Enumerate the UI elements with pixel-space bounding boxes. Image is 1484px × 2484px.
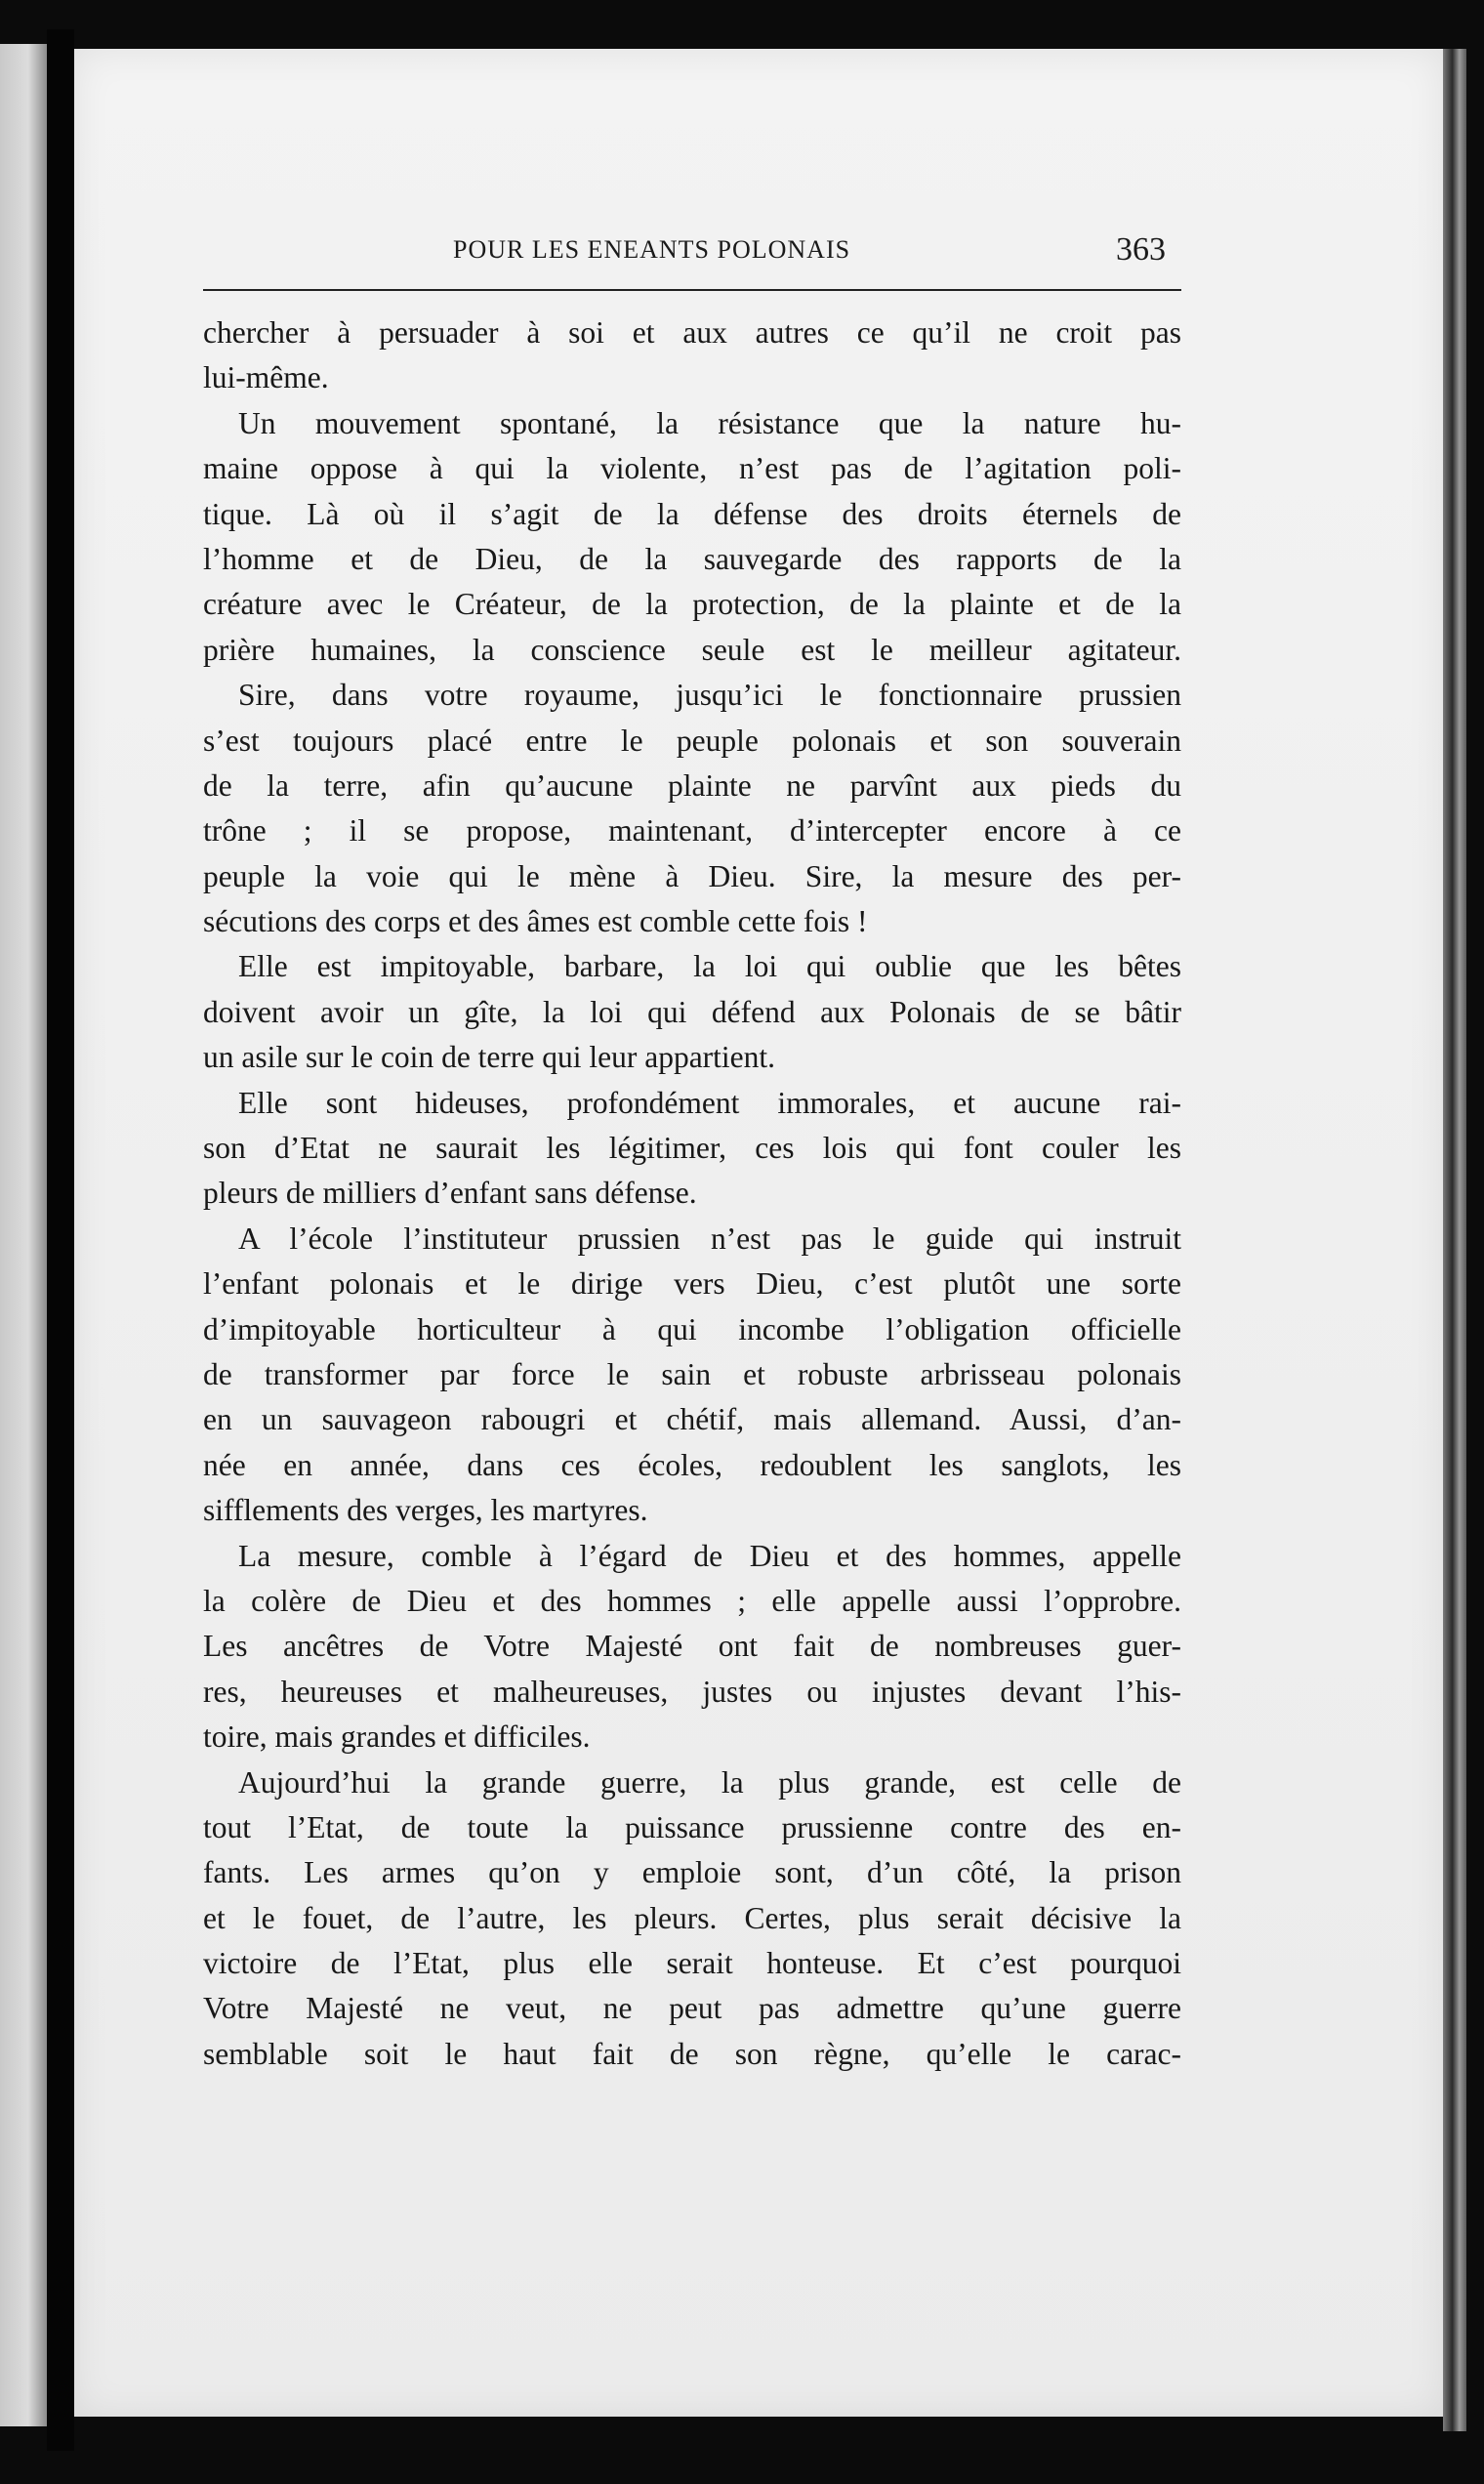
text-line: prière humaines, la conscience seule est le meilleur agitateur.: [203, 632, 1181, 667]
text-line: Elle est impitoyable, barbare, la loi qui oublie que les bêtes: [238, 949, 1181, 984]
text-line: en un sauvageon rabougri et chétif, mais allemand. Aussi, d’an-: [203, 1402, 1181, 1437]
text-line: doivent avoir un gîte, la loi qui défend aux Polonais de se bâtir: [203, 994, 1181, 1029]
header-rule: [203, 289, 1181, 291]
previous-page-edge: [0, 44, 47, 2426]
text-line: Votre Majesté ne veut, ne peut pas admettre qu’une guerre: [203, 1991, 1181, 2026]
text-line: chercher à persuader à soi et aux autres ce qu’il ne croit pas: [203, 315, 1181, 350]
text-line: toire, mais grandes et difficiles.: [203, 1719, 591, 1755]
text-line: Aujourd’hui la grande guerre, la plus grande, est celle de: [238, 1764, 1181, 1800]
text-line: s’est toujours placé entre le peuple polonais et son souverain: [203, 723, 1181, 758]
book-gutter: [47, 29, 74, 2451]
text-line: lui-même.: [203, 360, 329, 395]
text-line: tout l’Etat, de toute la puissance prussienne contre des en-: [203, 1809, 1181, 1844]
text-line: de la terre, afin qu’aucune plainte ne parvînt aux pieds du: [203, 767, 1181, 803]
text-line: l’enfant polonais et le dirige vers Dieu, c’est plutôt une sorte: [203, 1266, 1181, 1302]
text-line: peuple la voie qui le mène à Dieu. Sire, la mesure des per-: [203, 858, 1181, 893]
text-line: l’homme et de Dieu, de la sauvegarde des rapports de la: [203, 541, 1181, 576]
text-line: A l’école l’instituteur prussien n’est pas le guide qui instruit: [238, 1221, 1181, 1256]
text-line: créature avec le Créateur, de la protection, de la plainte et de la: [203, 587, 1181, 622]
text-line: La mesure, comble à l’égard de Dieu et des hommes, appelle: [238, 1538, 1181, 1573]
text-line: Sire, dans votre royaume, jusqu’ici le fonctionnaire prussien: [238, 678, 1181, 713]
text-line: la colère de Dieu et des hommes ; elle appelle aussi l’opprobre.: [203, 1583, 1181, 1618]
page-number: 363: [1116, 231, 1166, 268]
text-line: tique. Là où il s’agit de la défense des droits éternels de: [203, 496, 1181, 531]
text-line: née en année, dans ces écoles, redoublent les sanglots, les: [203, 1447, 1181, 1482]
text-line: de transformer par force le sain et robuste arbrisseau polonais: [203, 1356, 1181, 1391]
text-line: trône ; il se propose, maintenant, d’intercepter encore à ce: [203, 813, 1181, 849]
text-line: fants. Les armes qu’on y emploie sont, d’un côté, la prison: [203, 1855, 1181, 1890]
text-line: son d’Etat ne saurait les légitimer, ces lois qui font couler les: [203, 1131, 1181, 1166]
text-line: sécutions des corps et des âmes est comble cette fois !: [203, 904, 868, 939]
text-line: et le fouet, de l’autre, les pleurs. Certes, plus serait décisive la: [203, 1900, 1181, 1935]
text-line: victoire de l’Etat, plus elle serait honteuse. Et c’est pourquoi: [203, 1946, 1181, 1981]
text-line: maine oppose à qui la violente, n’est pas de l’agitation poli-: [203, 451, 1181, 486]
running-title: POUR LES ENEANTS POLONAIS: [453, 235, 851, 264]
text-line: Un mouvement spontané, la résistance que la nature hu-: [238, 405, 1181, 440]
text-line: Les ancêtres de Votre Majesté ont fait de nombreuses guer-: [203, 1629, 1181, 1664]
text-line: Elle sont hideuses, profondément immorales, et aucune rai-: [238, 1085, 1181, 1120]
text-line: semblable soit le haut fait de son règne, qu’elle le carac-: [203, 2036, 1181, 2071]
text-line: un asile sur le coin de terre qui leur appartient.: [203, 1040, 776, 1075]
text-line: res, heureuses et malheureuses, justes ou injustes devant l’his-: [203, 1674, 1181, 1709]
text-line: sifflements des verges, les martyres.: [203, 1493, 648, 1528]
page-stack-edge: [1443, 49, 1466, 2431]
body-text: [203, 310, 1181, 2077]
text-line: d’impitoyable horticulteur à qui incombe l’obligation officielle: [203, 1311, 1181, 1346]
text-line: pleurs de milliers d’enfant sans défense.: [203, 1176, 697, 1211]
